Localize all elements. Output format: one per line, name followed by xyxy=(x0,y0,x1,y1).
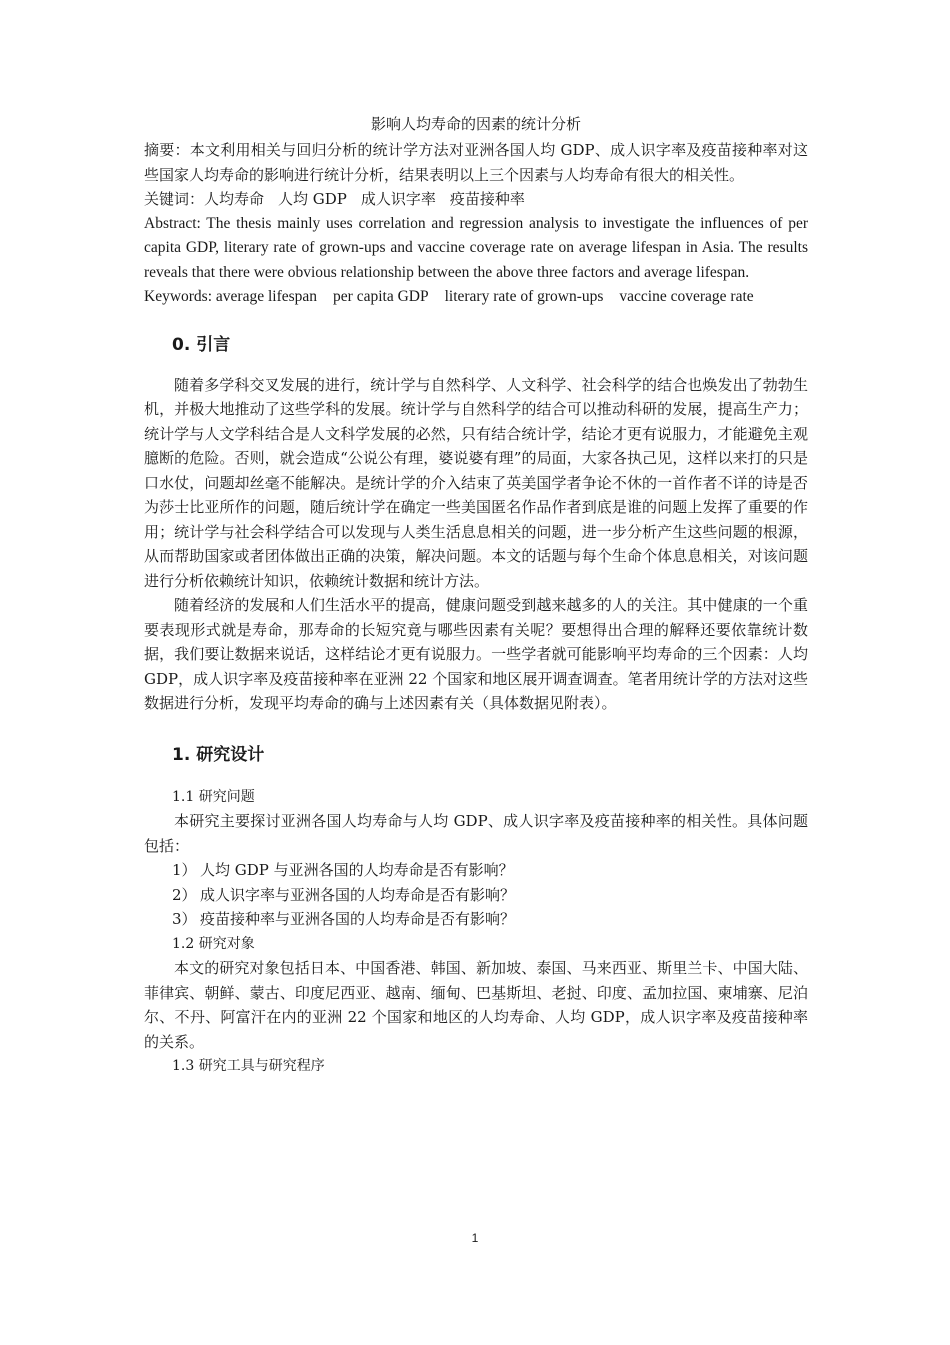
subsection-1-3-heading: 1.3 研究工具与研究程序 xyxy=(172,1058,325,1074)
question-number: 1） xyxy=(172,861,197,879)
abstract-en: Abstract: The thesis mainly uses correlation and regression analysis to investigate the influences of per capita GDP, literary rate of grown-ups and vaccine coverage rate on average lifespan in Asia. The results reveals that there were obvious relationship between the above three factors and average lifespan. xyxy=(144,214,808,281)
keyword-cn: 成人识字率 xyxy=(360,190,436,208)
keywords-cn-label: 关键词： xyxy=(144,190,205,208)
question-text: 成人识字率与亚洲各国的人均寿命是否有影响？ xyxy=(200,885,516,904)
section-0-heading: 0. 引言 xyxy=(172,334,231,355)
paper-page xyxy=(144,112,808,1079)
section-0-paragraph-1: 随着多学科交叉发展的进行，统计学与自然科学、人文科学、社会科学的结合也焕发出了勃勃生机，并极大地推动了这些学科的发展。统计学与自然科学的结合可以推动科研的发展，提高生产力；统计学与人文学科结合是人文科学发展的必然，只有结合统计学，结论才更有说服力，才能避免主观臆断的危险。否则，就会造成“公说公有理，婆说婆有理”的局面，大家各执己见，这样以来打的只是口水仗，问题却丝毫不能解决。是统计学的介入结束了英美国学者争论不休的一首作者不详的诗是否为莎士比亚所作的问题，随后统计学在确定一些美国匿名作品作者到底是谁的问题上发挥了重要的作用；统计学与社会科学结合可以发现与人类生活息息相关的问题，进一步分析产生这些问题的根源，从而帮助国家或者团体做出正确的决策，解决问题。本文的话题与每个生命个体息息相关，对该问题进行分析依赖统计知识，依赖统计数据和统计方法。 xyxy=(144,375,808,590)
question-text: 人均 GDP 与亚洲各国的人均寿命是否有影响？ xyxy=(200,861,514,879)
keyword-cn: 人均寿命 xyxy=(204,190,265,208)
subsection-1-2-text: 本文的研究对象包括日本、中国香港、韩国、新加坡、泰国、马来西亚、斯里兰卡、中国大陆、菲律宾、朝鲜、蒙古、印度尼西亚、越南、缅甸、巴基斯坦、老挝、印度、孟加拉国、柬埔寨、尼泊尔、不丹、阿富汗在内的亚洲 22 个国家和地区的人均寿命、人均 GDP，成人识字率及疫苗接种率的关系。 xyxy=(144,959,808,1051)
keywords-en xyxy=(144,285,808,310)
keywords-cn xyxy=(144,187,808,212)
question-text: 疫苗接种率与亚洲各国的人均寿命是否有影响？ xyxy=(200,910,516,928)
keyword-en: literary rate of grown-ups xyxy=(444,288,604,305)
question-number: 2） xyxy=(172,885,197,904)
question-item xyxy=(144,883,808,908)
abstract-cn: 摘要：本文利用相关与回归分析的统计学方法对亚洲各国人均 GDP、成人识字率及疫苗接种率对这些国家人均寿命的影响进行统计分析，结果表明以上三个因素与人均寿命有很大的相关性。 xyxy=(144,141,808,184)
keyword-en: vaccine coverage rate xyxy=(619,288,754,305)
question-item xyxy=(144,907,808,932)
keyword-en: per capita GDP xyxy=(333,288,429,305)
keywords-en-label: Keywords: xyxy=(144,288,213,305)
question-item xyxy=(144,858,808,883)
subsection-1-2-heading: 1.2 研究对象 xyxy=(172,935,255,952)
paper-title: 影响人均寿命的因素的统计分析 xyxy=(370,115,581,133)
subsection-1-1-heading: 1.1 研究问题 xyxy=(172,788,255,805)
keyword-cn: 疫苗接种率 xyxy=(449,190,525,208)
keyword-en: average lifespan xyxy=(215,288,318,305)
keyword-cn: 人均 GDP xyxy=(278,190,347,208)
question-number: 3） xyxy=(172,910,197,928)
subsection-1-1-text: 本研究主要探讨亚洲各国人均寿命与人均 GDP、成人识字率及疫苗接种率的相关性。具体问题包括： xyxy=(144,812,808,855)
section-1-heading: 1. 研究设计 xyxy=(172,744,265,765)
page-number: 1 xyxy=(471,1231,479,1245)
section-0-paragraph-2: 随着经济的发展和人们生活水平的提高，健康问题受到越来越多的人的关注。其中健康的一个重要表现形式就是寿命，那寿命的长短究竟与哪些因素有关呢？要想得出合理的解释还要依靠统计数据，我们要让数据来说话，这样结论才更有说服力。一些学者就可能影响平均寿命的三个因素：人均 GDP，成人识字率及疫苗接种率在亚洲 22 个国家和地区展开调查调查。笔者用统计学的方法对这些数据进行分析，发现平均寿命的确与上述因素有关（具体数据见附表）。 xyxy=(144,596,808,712)
